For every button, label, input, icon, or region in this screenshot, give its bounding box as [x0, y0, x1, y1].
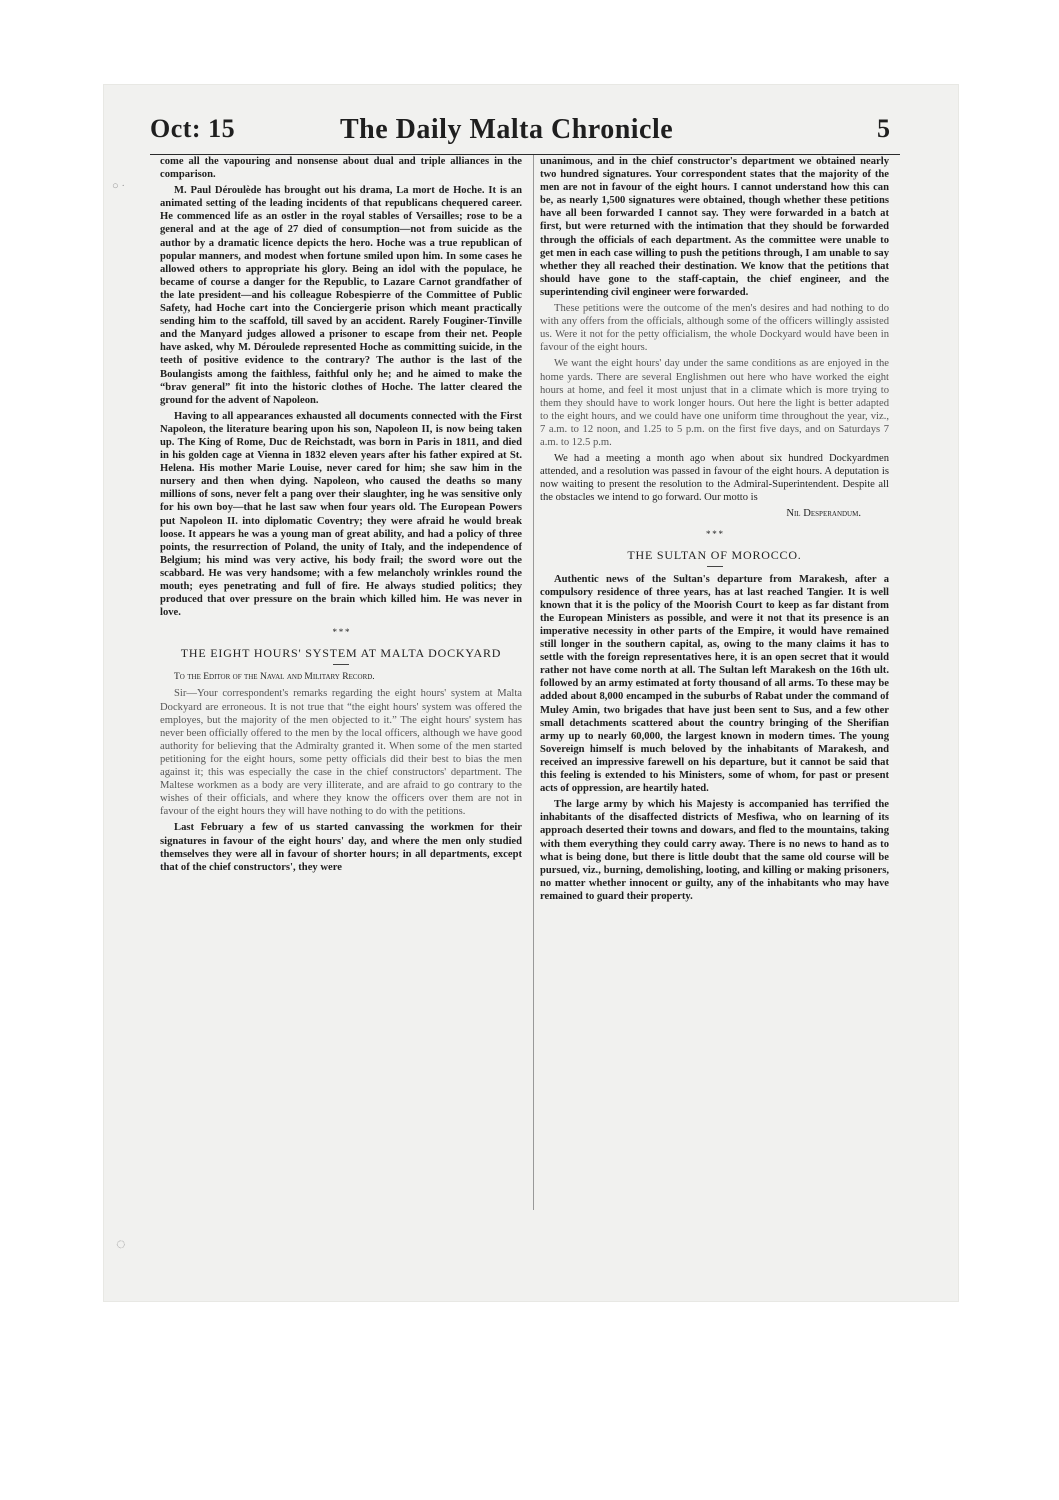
article-text: We want the eight hours' day under the same conditions as are enjoyed in the home yards. There are several Englishmen out here who have worked the eight hours at home, and feel it most unjust that in a climate which is more trying to them they should have to work longer hours. Out here the light is better adapted to the eight hours, and we could have one uniform time throughout the year, viz., 7 a.m. to 12 noon, and 1.25 to 5 p.m. on the first five days, and on Saturdays 7 a.m. to 12.5 p.m.: [540, 358, 889, 448]
article-text: These petitions were the outcome of the men's desires and had nothing to do with any offers from the officials, although some of the officers willingly assisted us. Were it not for the petty officialism, the whole Dockyard would have been in favour of the eight hours.: [540, 303, 889, 354]
article-text: Authentic news of the Sultan's departure from Marakesh, after a compulsory residence of three years, has at last reached Tangier. It is well known that it is the policy of the Moorish Court to keep as far distant from the European Ministers as possible, and were it not that its presence is an imperative necessity in other parts of the Empire, it would have remained still longer in the southern capital, as, owing to the many claims it has to settle with the foreign representatives here, it is an open secret that it would rather not have come north at all. The Sultan left Marakesh on the 16th ult. followed by an army estimated at forty thousand of all arms. To these may be added about 8,000 encamped in the suburbs of Rabat under the command of Muley Amin, two brigades that have just been sent to Sus, and a few other small detachments scattered about the country bringing of the Sherifian army up to nearly 60,000, the largest known in modern times. The young Sovereign himself is much beloved by the inhabitants of Marakesh, and received an impressive farewell on his departure, but it cannot be said that this feeling is extended to his Ministers, some of whom, for past or present acts of oppression, are heartily hated.: [540, 573, 889, 795]
letter-address: To the Editor of the Naval and Military Record.: [174, 672, 375, 683]
article-text: unanimous, and in the chief constructor's department we obtained nearly two hundred signatures. Your correspondent states that the majority of the men are not in favour of the eight hours. I cannot understand how this can be, as nearly 1,500 signatures were obtained, though whether these petitions have all been forwarded I cannot say. They were forwarded in a batch at first, but were returned with the intimation that they should be forwarded through the officials of each department. As the committee were unable to get men in each case willing to push the petitions through, I am unable to say whether they all reached their destination. We know that the petitions that should have gone to the staff-captain, the chief engineer, and the superintending civil engineer were forwarded.: [540, 156, 889, 298]
article-text: The large army by which his Majesty is accompanied has terrified the inhabitants of the disaffected districts of Mesfiwa, who on learning of its approach deserted their towns and dowars, and fled to the mountains, taking with them everything they could carry away. There is no news to hand as to what is being done, but there is little doubt that the same old course will be pursued, viz., burning, demolishing, looting, and killing or making prisoners, no matter whether innocent or guilty, any of the inhabitants who may have remained to guard their property.: [540, 799, 889, 902]
heading-rule: [707, 566, 723, 567]
newspaper-title: The Daily Malta Chronicle: [340, 114, 674, 145]
article-text: Last February a few of us started canvassing the workmen for their signatures in favour of the eight hours' day, and where the men only studied themselves they were all in favour of shorter hours; in all departments, except that of the chief constructors', they were: [160, 822, 522, 873]
article-text: come all the vapouring and nonsense about dual and triple alliances in the comparison.: [160, 156, 522, 181]
section-heading: THE EIGHT HOURS' SYSTEM AT MALTA DOCKYARD: [180, 646, 502, 661]
right-column: [533, 155, 889, 1210]
heading-rule: [333, 664, 349, 665]
article-text: We had a meeting a month ago when about six hundred Dockyardmen attended, and a resolution was passed in favour of the eight hours. A deputation is now waiting to present the resolution to the Admiral-Superintendent. Despite all the obstacles we intend to go forward. Our motto is: [540, 453, 889, 504]
margin-mark: ◌: [116, 1236, 126, 1253]
section-heading: THE SULTAN OF MOROCCO.: [627, 547, 802, 562]
page-number: 5: [877, 114, 890, 143]
masthead: [150, 114, 900, 155]
left-column: [160, 155, 522, 1225]
issue-date: Oct: 15: [150, 114, 236, 143]
section-ornament: * * *: [332, 627, 350, 638]
section-ornament: * * *: [705, 528, 724, 539]
article-text: Sir—Your correspondent's remarks regarding the eight hours' system at Malta Dockyard are erroneous. It is not true that “the eight hours' system was offered the employes, but the majority of the men objected to it.” The eight hours' system has never been officially offered to the men by the local officers, although we have good authority for believing that the Admiralty granted it. When some of the men started petitioning for the eight hours, some petty officials did their best to bias the men against it; this was especially the case in the chief constructors' department. The Maltese workmen as a body are very illiterate, and are afraid to go contrary to the wishes of their officials, and where they know the officers over them are not in favour of the eight hours they will have nothing to do with the petitions.: [160, 688, 522, 818]
article-text: M. Paul Déroulède has brought out his drama, La mort de Hoche. It is an animated setting of the leading incidents of that republicans chequered career. He commenced life as an ostler in the royal stables of Versailles; rose to be a general and at the age of 27 died of consumption—not from suicide as the author by a dramatic licence depicts the hero. Hoche was a true republican of popular manners, and modest when fortune smiled upon him. In some cases he allowed others to appropriate his glory. Being an idol with the populace, he became of course a danger for the Republic, to Lazare Carnot grandfather of the late president—and his colleague Robespierre of the Committee of Public Safety, had Hoche cart into the Conciergerie prison which meant practically sending him to the scaffold, till saved by an accident. Rarely Fouginer-Tinville and the Manyard judges allowed a prisoner to escape from their net. People have asked, why M. Déroulede represented Hoche as committing suicide, in the teeth of positive evidence to the contrary? The author is the last of the Boulangists among the faithless, faithful only he; and he aimed to make the “brav general” fit into the historic clothes of Hoche. The latter cleared the ground for the advent of Napoleon.: [160, 185, 522, 406]
margin-mark: ○ ·: [112, 180, 126, 192]
article-text: Having to all appearances exhausted all documents connected with the First Napoleon, the literature bearing upon his son, Napoleon II, is now being taken up. The King of Rome, Duc de Reichstadt, was born in Paris in 1811, and died in his golden cage at Vienna in 1832 eleven years after his father expired at St. Helena. His mother Marie Louise, never cared for him; she saw him in the nursery and then when dying. Napoleon, who caused the deaths so many millions of sons, never felt a pang over their slaughter, ing he was sensitive only for his own boy—that he last saw when four years old. The European Powers put Napoleon II. into diplomatic Coventry; they were afraid he would break loose. It appears he was a young man of great ability, and had a policy of three points, the resurrection of Poland, the unity of Italy, and the independence of Belgium; his mind was very active, his body frail; the sword wore out the scabbard. He was very handsome; with a few melancholy wrinkles round the mouth; eyes penetrating and full of fire. He always studied politics; they produced that over pressure on the brain which killed him. He was never in love.: [160, 410, 522, 619]
letter-signature: Nil Desperandum.: [786, 508, 861, 520]
